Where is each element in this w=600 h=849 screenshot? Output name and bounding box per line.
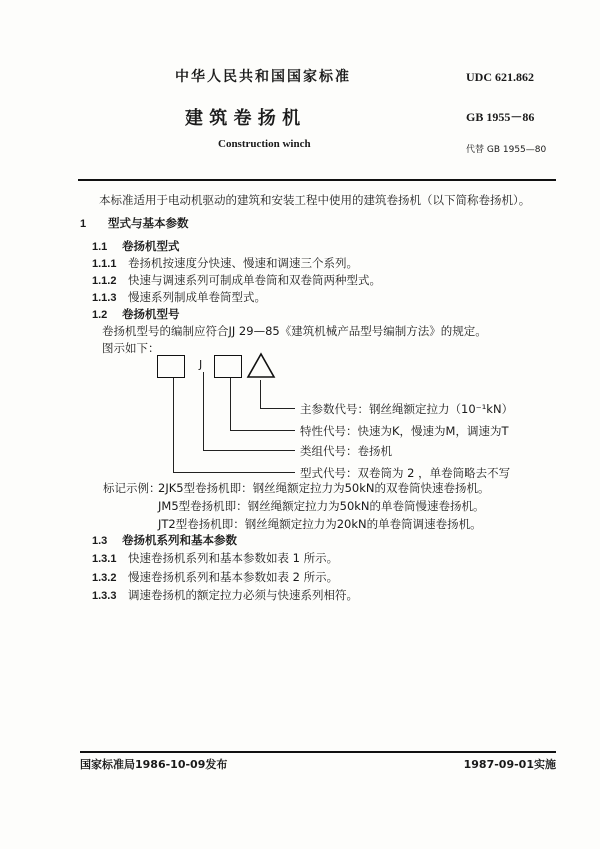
connector-line: [230, 430, 295, 431]
model-text: 卷扬机型号的编制应符合JJ 29—85《建筑机械产品型号编制方法》的规定。: [102, 324, 487, 338]
example-line: JT2型卷扬机即：钢丝绳额定拉力为20kN的单卷筒调速卷扬机。: [158, 517, 482, 531]
diagram-label: 类组代号：卷扬机: [300, 444, 392, 458]
english-title: Construction winch: [218, 138, 311, 150]
section-1-1-1: 1.1.1 卷扬机按速度分快速、慢速和调速三个系列。: [92, 256, 358, 270]
gb-number: GB 1955－86: [466, 110, 535, 124]
example-line: 2JK5型卷扬机即：钢丝绳额定拉力为50kN的双卷筒快速卷扬机。: [158, 481, 490, 495]
section-1-3-3: 1.3.3 调速卷扬机的额定拉力必须与快速系列相符。: [92, 588, 358, 602]
connector-line: [260, 408, 295, 409]
connector-line: [230, 378, 231, 430]
document-title: 建 筑 卷 扬 机: [185, 108, 301, 129]
national-standard-heading: 中华人民共和国国家标准: [175, 69, 351, 85]
section-1-1: 1.1 卷扬机型式: [92, 239, 180, 253]
type-code-box: [157, 355, 185, 378]
connector-line: [203, 372, 204, 450]
class-letter: J: [199, 358, 203, 371]
example-line: JM5型卷扬机即：钢丝绳额定拉力为50kN的单卷筒慢速卷扬机。: [158, 499, 485, 513]
section-1-1-3: 1.1.3 慢速系列制成单卷筒型式。: [92, 290, 266, 304]
section-1-3-1: 1.3.1 快速卷扬机系列和基本参数如表 1 所示。: [92, 551, 339, 565]
examples-label: 标记示例：: [103, 481, 161, 495]
section-1: 1 型式与基本参数: [80, 216, 189, 230]
footer-rule: [80, 751, 556, 753]
connector-line: [173, 472, 295, 473]
header-rule: [78, 179, 556, 181]
diagram-label: 型式代号：双卷筒为 2 ，单卷筒略去不写: [300, 466, 511, 480]
intro-text: 本标准适用于电动机驱动的建筑和安装工程中使用的建筑卷扬机（以下简称卷扬机）。: [99, 193, 531, 207]
effective-date: 1987-09-01实施: [463, 758, 556, 771]
section-1-3-2: 1.3.2 慢速卷扬机系列和基本参数如表 2 所示。: [92, 570, 339, 584]
connector-line: [173, 378, 174, 472]
issue-date: 国家标准局1986-10-09发布: [80, 758, 228, 771]
diagram-label: 特性代号：快速为K，慢速为M，调速为T: [300, 424, 509, 438]
feature-code-box: [214, 355, 242, 378]
section-1-2: 1.2 卷扬机型号: [92, 307, 180, 321]
connector-line: [203, 450, 295, 451]
diagram-label: 主参数代号：钢丝绳额定拉力（10⁻¹kN）: [300, 402, 514, 416]
connector-line: [260, 380, 261, 408]
section-1-3: 1.3 卷扬机系列和基本参数: [92, 533, 237, 547]
main-param-triangle: [246, 352, 276, 379]
section-1-1-2: 1.1.2 快速与调速系列可制成单卷筒和双卷筒两种型式。: [92, 273, 381, 287]
replaces-note: 代替 GB 1955—80: [466, 145, 547, 155]
udc-code: UDC 621.862: [466, 70, 534, 84]
diagram-intro: 图示如下：: [102, 341, 160, 355]
